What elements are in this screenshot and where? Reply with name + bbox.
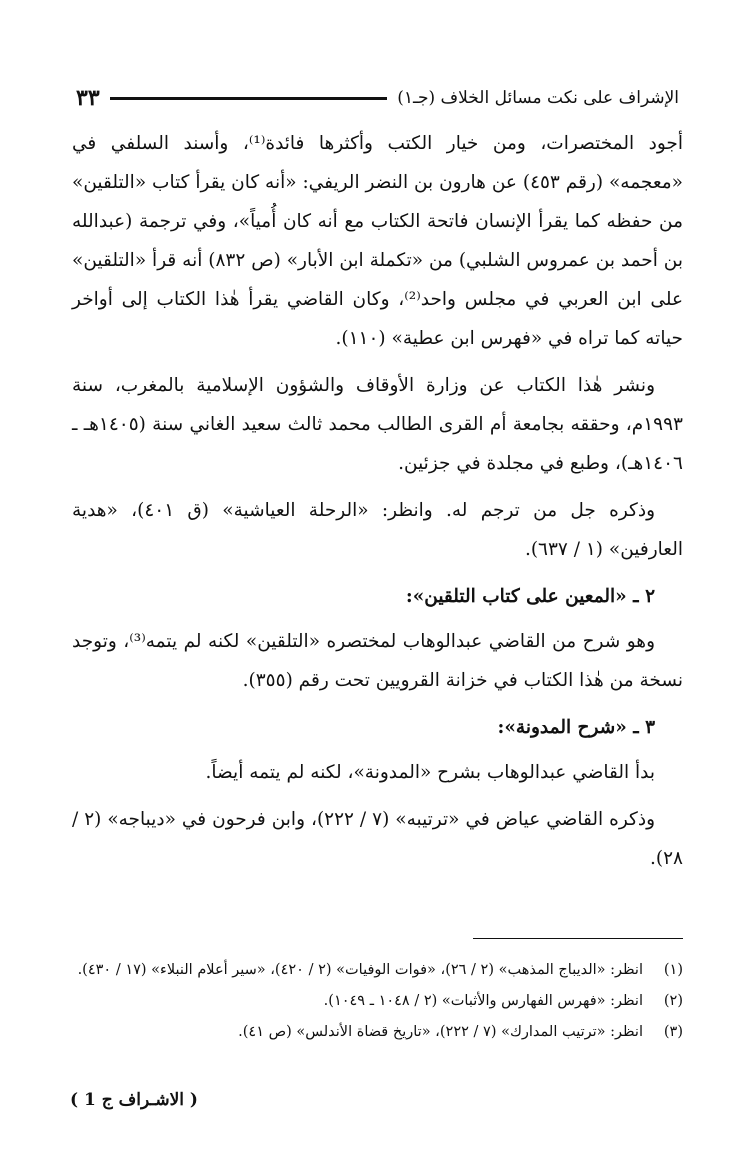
paragraph: بدأ القاضي عبدالوهاب بشرح «المدونة»، لكنه لم يتمه أيضاً. [205,762,655,783]
page-header [76,78,679,118]
main-text [72,124,683,886]
footnote-number: (٣) [663,1024,683,1040]
header-rule [110,97,388,100]
print-signature: ( الاشـراف ج 1 ) [70,1090,198,1110]
paragraph: وهو شرح من القاضي عبدالوهاب لمختصره «التلقين» لكنه لم يتمه⁽³⁾، وتوجد نسخة من هٰذا الكتاب في خزانة القرويين تحت رقم (٣٥٥). [72,631,683,691]
footnote-number: (١) [663,962,683,978]
section-heading: ٣ ـ «شرح المدونة»: [497,717,655,738]
page-number: ٣٣ [76,85,100,111]
footnote-text: انظر: «الديباج المذهب» (٢ / ٢٦)، «فوات الوفيات» (٢ / ٤٢٠)، «سير أعلام النبلاء» (١٧ / ٤٣٠). [77,962,643,978]
footnote [72,987,683,1015]
paragraph: وذكره القاضي عياض في «ترتيبه» (٧ / ٢٢٢)، وابن فرحون في «ديباجه» (٢ / ٢٨). [72,809,683,869]
footnote-separator [473,938,683,939]
paragraph: أجود المختصرات، ومن خيار الكتب وأكثرها فائدة⁽¹⁾، وأسند السلفي في «معجمه» (رقم ٤٥٣) عن هارون بن النضر الريفي: «أنه كان يقرأ كتاب «التلقين» من حفظه كما يقرأ الإنسان فاتحة الكتاب مع أنه كان أُمياً»، وفي ترجمة (عبدالله بن أحمد بن عمروس الشلبي) من «تكملة ابن الأبار» (ص ٨٣٢) أنه قرأ «التلقين» على ابن العربي في مجلس واحد⁽²⁾، وكان القاضي يقرأ هٰذا الكتاب إلى أواخر حياته كما تراه في «فهرس ابن عطية» (١١٠). [72,133,683,349]
footnote-text: انظر: «فهرس الفهارس والأثبات» (٢ / ١٠٤٨ ـ ١٠٤٩). [323,993,643,1009]
footnote [72,1018,683,1046]
section-heading: ٢ ـ «المعين على كتاب التلقين»: [405,586,655,607]
footnote [72,956,683,984]
footnotes [72,956,683,1049]
running-title: الإشراف على نكت مسائل الخلاف (جـ١) [397,88,679,108]
paragraph: وذكره جل من ترجم له. وانظر: «الرحلة العياشية» (ق ٤٠١)، «هدية العارفين» (١ / ٦٣٧). [72,500,683,560]
footnote-number: (٢) [663,993,683,1009]
paragraph: ونشر هٰذا الكتاب عن وزارة الأوقاف والشؤون الإسلامية بالمغرب، سنة ١٩٩٣م، وحققه بجامعة أم القرى الطالب محمد ثالث سعيد الغاني سنة (١٤٠٥هـ ـ ١٤٠٦هـ)، وطبع في مجلدة في جزئين. [72,375,683,474]
footnote-text: انظر: «ترتيب المدارك» (٧ / ٢٢٢)، «تاريخ قضاة الأندلس» (ص ٤١). [238,1024,643,1040]
